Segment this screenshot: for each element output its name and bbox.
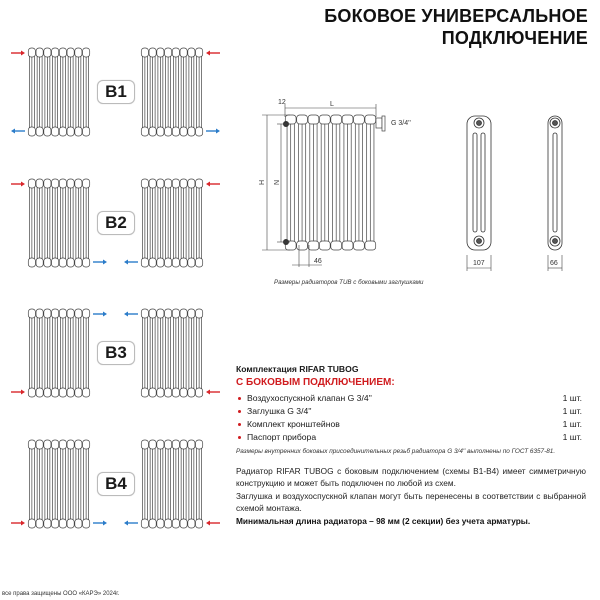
radiator-icon — [141, 179, 202, 267]
kit-section — [236, 364, 582, 455]
dim-46: 46 — [314, 258, 322, 265]
radiator-side-view-2col — [548, 116, 562, 250]
supply-arrow-head — [21, 51, 25, 56]
kit-item — [236, 430, 582, 443]
supply-arrow-head — [206, 51, 210, 56]
scheme-b1 — [0, 44, 230, 144]
kit-item-qty: 1 шт. — [562, 392, 582, 403]
page-title — [324, 5, 588, 49]
kit-item — [236, 391, 582, 404]
supply-arrow-head — [206, 182, 210, 187]
supply-arrow-head — [21, 390, 25, 395]
description-p2: Заглушка и воздухоспускной клапан могут быть перенесены в соответствии с выбранной схемой монтажа. — [236, 490, 586, 514]
dim-h: H — [259, 179, 266, 185]
scheme-label: B4 — [97, 472, 135, 496]
copyright: все права защищены ООО «КАРЭ» 2024г. — [2, 591, 120, 597]
scheme-b4 — [0, 436, 230, 536]
dimension-drawing — [240, 95, 600, 290]
bullet-icon — [238, 423, 241, 426]
supply-arrow-head — [206, 390, 210, 395]
kit-item — [236, 404, 582, 417]
radiator-icon — [141, 48, 202, 136]
bullet-icon — [238, 436, 241, 439]
kit-item-qty: 1 шт. — [562, 431, 582, 442]
thread-label: G 3/4'' — [391, 120, 411, 127]
return-arrow-head — [124, 260, 128, 265]
drawing-caption: Размеры радиаторов TUB с боковыми заглушками — [274, 279, 424, 286]
kit-item-name: Заглушка G 3/4'' — [247, 405, 312, 416]
dim-l: L — [330, 101, 334, 108]
supply-arrow-head — [206, 521, 210, 526]
kit-item-name: Воздухоспускной клапан G 3/4'' — [247, 392, 372, 403]
dim-66: 66 — [550, 260, 558, 267]
bullet-icon — [238, 397, 241, 400]
kit-item — [236, 417, 582, 430]
return-arrow-head — [11, 129, 15, 134]
scheme-b2 — [0, 175, 230, 275]
radiator-icon — [28, 440, 89, 528]
radiator-icon — [28, 179, 89, 267]
supply-arrow-head — [21, 521, 25, 526]
scheme-label: B3 — [97, 341, 135, 365]
return-arrow-head — [216, 129, 220, 134]
kit-item-qty: 1 шт. — [562, 405, 582, 416]
kit-subheading: С БОКОВЫМ ПОДКЛЮЧЕНИЕМ: — [236, 377, 395, 388]
kit-item-name: Паспорт прибора — [247, 431, 317, 442]
kit-item-qty: 1 шт. — [562, 418, 582, 429]
description — [236, 465, 586, 527]
kit-item-name: Комплект кронштейнов — [247, 418, 340, 429]
return-arrow-head — [103, 521, 107, 526]
dim-107: 107 — [473, 260, 485, 267]
supply-arrow-head — [21, 182, 25, 187]
dim-n: N — [274, 179, 281, 185]
bullet-icon — [238, 410, 241, 413]
radiator-side-view-3col — [467, 116, 491, 250]
radiator-icon — [141, 440, 202, 528]
valve-flange — [382, 116, 385, 131]
description-min-length: Минимальная длина радиатора – 98 мм (2 секции) без учета арматуры. — [236, 515, 531, 526]
return-arrow-head — [103, 312, 107, 317]
description-p1: Радиатор RIFAR TUBOG с боковым подключением (схемы B1-B4) имеет симметричную конструкцию и может быть подключен по любой из схем. — [236, 466, 586, 489]
dim-12: 12 — [278, 99, 286, 106]
title-line-1: БОКОВОЕ УНИВЕРСАЛЬНОЕ — [324, 6, 588, 26]
scheme-label: B2 — [97, 211, 135, 235]
radiator-icon — [141, 309, 202, 397]
radiator-front-view — [283, 115, 385, 250]
radiator-icon — [285, 115, 375, 250]
valve-icon — [376, 118, 382, 128]
radiator-icon — [28, 48, 89, 136]
kit-heading: Комплектация RIFAR TUBOG — [236, 364, 359, 374]
scheme-label: B1 — [97, 80, 135, 104]
radiator-icon — [28, 309, 89, 397]
return-arrow-head — [124, 312, 128, 317]
title-line-2: ПОДКЛЮЧЕНИЕ — [441, 28, 588, 48]
scheme-b3 — [0, 305, 230, 405]
kit-note: Размеры внутренних боковых присоединительных резьб радиатора G 3/4'' выполнены по ГОСТ 6357-81. — [236, 448, 556, 455]
return-arrow-head — [103, 260, 107, 265]
return-arrow-head — [124, 521, 128, 526]
